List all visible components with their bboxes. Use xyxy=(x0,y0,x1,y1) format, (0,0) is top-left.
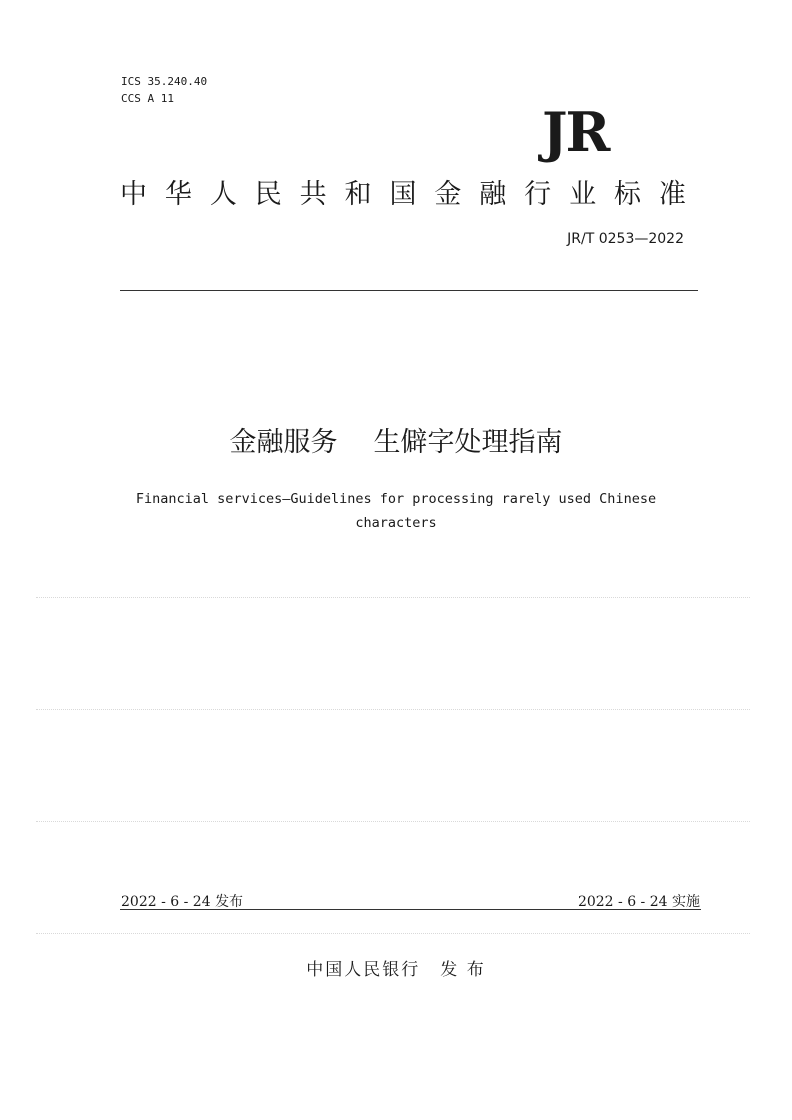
standard-title-char: 行 xyxy=(524,179,552,210)
standard-title-char: 国 xyxy=(389,179,417,210)
standard-title-char: 融 xyxy=(479,179,507,210)
publisher-line xyxy=(0,955,792,980)
standard-title-char: 中 xyxy=(120,179,147,210)
standard-title-char: 准 xyxy=(658,179,686,210)
standard-title-char: 共 xyxy=(299,179,327,210)
standard-title-char: 标 xyxy=(613,179,641,210)
ics-code: ICS 35.240.40 xyxy=(121,75,208,88)
dotted-line xyxy=(36,933,750,934)
footer-divider xyxy=(120,909,701,910)
publish-word: 发 布 xyxy=(440,960,486,980)
dotted-line xyxy=(36,709,750,710)
standard-title-char: 金 xyxy=(434,179,462,210)
standard-title-char: 业 xyxy=(569,179,597,210)
standard-category-title xyxy=(120,175,686,215)
dotted-line xyxy=(36,597,750,598)
standard-title-char: 人 xyxy=(209,179,237,210)
classification-codes xyxy=(121,73,207,107)
jr-logo: JR xyxy=(542,100,609,164)
standard-title-char: 民 xyxy=(254,179,282,210)
effective-date: 2022 - 6 - 24 实施 xyxy=(577,894,700,910)
publisher-name: 中国人民银行 xyxy=(306,960,421,980)
standard-title-char: 华 xyxy=(164,179,192,210)
english-title xyxy=(0,487,792,535)
document-title xyxy=(0,423,792,463)
ccs-code: CCS A 11 xyxy=(121,92,174,105)
english-title-line1: Financial services—Guidelines for processing rarely used Chinese xyxy=(135,491,657,507)
english-title-line2: characters xyxy=(355,515,437,531)
header-divider xyxy=(120,290,698,291)
document-title-part2: 生僻字处理指南 xyxy=(373,427,563,458)
document-title-part1: 金融服务 xyxy=(229,427,338,458)
publish-date: 2022 - 6 - 24 发布 xyxy=(121,894,244,910)
standard-code: JR/T 0253—2022 xyxy=(567,231,684,247)
standard-title-char: 和 xyxy=(344,179,372,210)
dotted-line xyxy=(36,821,750,822)
